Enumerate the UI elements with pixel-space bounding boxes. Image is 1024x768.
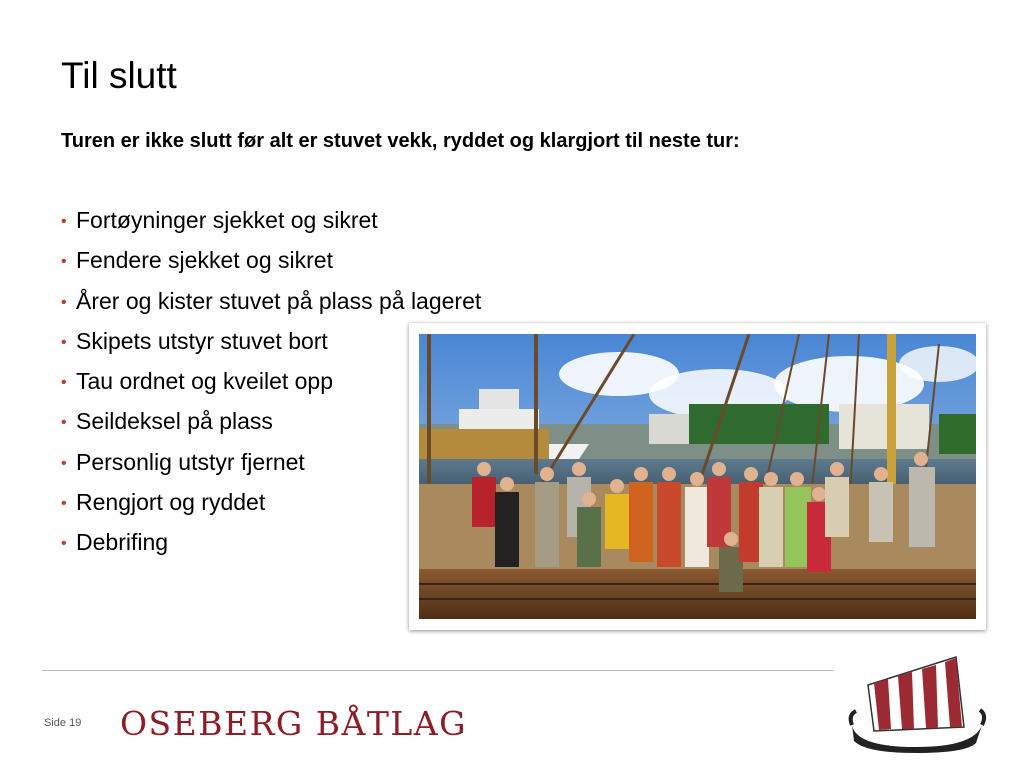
bullet-icon: • — [61, 213, 67, 230]
bullet-item — [61, 200, 481, 240]
footer-divider — [42, 670, 834, 671]
bullet-text: Debrifing — [76, 529, 169, 556]
bullet-icon: • — [61, 495, 67, 513]
bullet-text: Årer og kister stuvet på plass på lageret — [76, 287, 482, 314]
bullet-item — [61, 281, 481, 321]
slide-title: Til slutt — [61, 55, 177, 96]
bullet-icon: • — [61, 374, 67, 392]
bullet-text: Skipets utstyr stuvet bort — [76, 327, 328, 354]
bullet-icon: • — [61, 253, 67, 271]
bullet-icon: • — [61, 454, 67, 472]
bullet-icon: • — [61, 293, 67, 311]
bullet-icon: • — [61, 414, 67, 432]
bullet-text: Fendere sjekket og sikret — [76, 247, 333, 274]
page-number: Side 19 — [44, 717, 82, 729]
bullet-text: Rengjort og ryddet — [76, 489, 266, 516]
bullet-text: Seildeksel på plass — [76, 408, 273, 435]
bullet-text: Tau ordnet og kveilet opp — [76, 368, 334, 395]
bullet-text: Personlig utstyr fjernet — [76, 448, 305, 475]
bullet-icon: • — [61, 333, 67, 351]
group-photo-image — [419, 334, 976, 619]
brand-logo-text: OSEBERG BÅTLAG — [120, 704, 467, 743]
bullet-item — [61, 240, 481, 280]
viking-ship-icon — [846, 655, 988, 755]
slide-subtitle: Turen er ikke slutt før alt er stuvet vekk, ryddet og klargjort til neste tur: — [61, 130, 740, 152]
bullet-text: Fortøyninger sjekket og sikret — [76, 207, 378, 233]
group-photo — [409, 323, 986, 630]
bullet-icon: • — [61, 535, 67, 553]
